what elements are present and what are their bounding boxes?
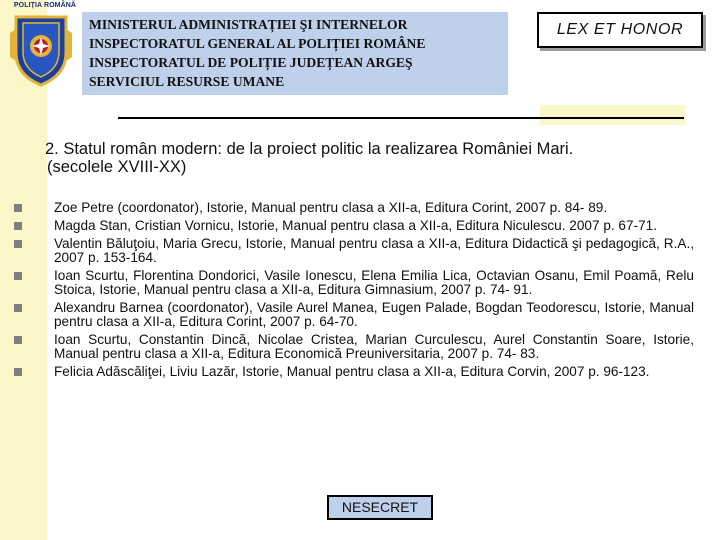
reference-list	[14, 201, 694, 383]
header-line-general-inspectorate: INSPECTORATUL GENERAL AL POLIȚIEI ROMÂNE	[89, 36, 426, 51]
header-divider	[118, 117, 684, 119]
square-bullet-icon	[14, 204, 22, 212]
reference-text: Ioan Scurtu, Florentina Dondorici, Vasile Ionescu, Elena Emilia Lica, Octavian Osanu, Emil Poamă, Relu Stoica, Istorie, Manual pentru clasa a XII-a, Editura Gimnasium, 2007 p. 74- 91.	[54, 268, 694, 297]
list-item	[14, 301, 694, 329]
header-line-ministry: MINISTERUL ADMINISTRAȚIEI ŞI INTERNELOR	[89, 17, 408, 32]
reference-text: Valentin Băluţoiu, Maria Grecu, Istorie, Manual pentru clasa a XII-a, Editura Didactică şi pedagogică, R.A., 2007 p. 153-164.	[54, 236, 694, 265]
list-item	[14, 237, 694, 265]
square-bullet-icon	[14, 272, 22, 280]
police-crest-icon	[8, 11, 74, 87]
logo-caption: POLIȚIA ROMÂNĂ	[13, 2, 77, 9]
square-bullet-icon	[14, 336, 22, 344]
square-bullet-icon	[14, 222, 22, 230]
list-item	[14, 219, 694, 233]
motto-box: LEX ET HONOR	[537, 12, 703, 48]
slide-title-line1: 2. Statul român modern: de la proiect politic la realizarea României Mari.	[45, 140, 574, 158]
header-line-county-inspectorate: INSPECTORATUL DE POLIȚIE JUDEȚEAN ARGEŞ	[89, 55, 413, 70]
reference-text: Felicia Adăscăliţei, Liviu Lazăr, Istorie, Manual pentru clasa a XII-a, Editura Corvin, 2007 p. 96-123.	[54, 364, 650, 379]
square-bullet-icon	[14, 240, 22, 248]
square-bullet-icon	[14, 368, 22, 376]
slide-title	[45, 140, 705, 176]
reference-text: Alexandru Barnea (coordonator), Vasile Aurel Manea, Eugen Palade, Bogdan Teodorescu, Istorie, Manual pentru clasa a XII-a, Editura Corint, 2007 p. 64-70.	[54, 300, 694, 329]
reference-text: Ioan Scurtu, Constantin Dincă, Nicolae Cristea, Marian Curculescu, Aurel Constantin Soare, Istorie, Manual pentru clasa a XII-a, Editura Economică Preuniversitaria, 2007 p. 74- 83.	[54, 332, 694, 361]
list-item	[14, 201, 694, 215]
institution-header	[82, 12, 508, 95]
right-accent-bar	[540, 105, 685, 125]
header-line-service: SERVICIUL RESURSE UMANE	[89, 74, 285, 89]
police-logo	[8, 2, 77, 86]
list-item	[14, 365, 694, 379]
reference-text: Zoe Petre (coordonator), Istorie, Manual pentru clasa a XII-a, Editura Corint, 2007 p. 84- 89.	[54, 200, 608, 215]
classification-badge: NESECRET	[327, 495, 433, 520]
list-item	[14, 269, 694, 297]
square-bullet-icon	[14, 304, 22, 312]
slide-title-line2: (secolele XVIII-XX)	[47, 158, 187, 176]
reference-text: Magda Stan, Cristian Vornicu, Istorie, Manual pentru clasa a XII-a, Editura Niculescu. 2007 p. 67-71.	[54, 218, 657, 233]
list-item	[14, 333, 694, 361]
